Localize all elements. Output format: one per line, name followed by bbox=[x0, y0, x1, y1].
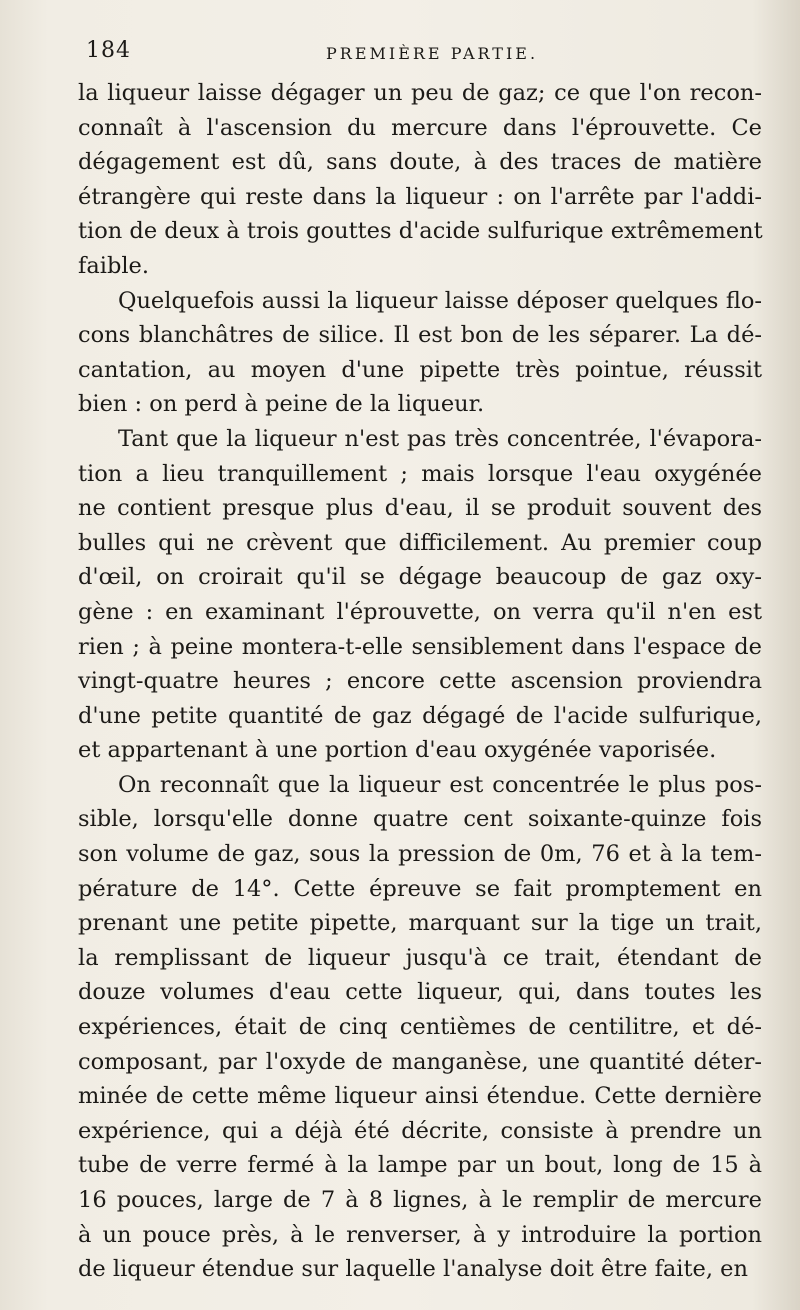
text-line: tion de deux à trois gouttes d'acide sulfurique extrêmement bbox=[78, 218, 763, 245]
text-line: de liqueur étendue sur laquelle l'analyse doit être faite, en bbox=[78, 1256, 748, 1283]
text-line: bien : on perd à peine de la liqueur. bbox=[78, 391, 485, 418]
text-line: son volume de gaz, sous la pression de 0m, 76 et à la tem- bbox=[78, 841, 762, 868]
text-line: et appartenant à une portion d'eau oxygénée vaporisée. bbox=[78, 737, 717, 764]
text-line: On reconnaît que la liqueur est concentrée le plus pos- bbox=[118, 771, 762, 798]
text-line: à un pouce près, à le renverser, à y introduire la portion bbox=[78, 1221, 762, 1248]
text-line: étrangère qui reste dans la liqueur : on l'arrête par l'addi- bbox=[78, 183, 762, 210]
text-line: composant, par l'oxyde de manganèse, une quantité déter- bbox=[78, 1048, 762, 1075]
text-line: la liqueur laisse dégager un peu de gaz; ce que l'on recon- bbox=[78, 80, 762, 106]
text-line: ne contient presque plus d'eau, il se produit souvent des bbox=[78, 495, 762, 522]
text-line: la remplissant de liqueur jusqu'à ce trait, étendant de bbox=[78, 944, 762, 971]
text-line: expérience, qui a déjà été décrite, consiste à prendre un bbox=[78, 1117, 762, 1144]
text-line: sible, lorsqu'elle donne quatre cent soixante-quinze fois bbox=[78, 806, 762, 833]
text-line: Quelquefois aussi la liqueur laisse déposer quelques flo- bbox=[118, 287, 762, 314]
running-head: PREMIÈRE PARTIE. bbox=[326, 44, 539, 63]
text-line: 16 pouces, large de 7 à 8 lignes, à le remplir de mercure bbox=[78, 1187, 762, 1213]
text-line: cons blanchâtres de silice. Il est bon de les séparer. La dé- bbox=[78, 322, 762, 349]
text-line: vingt-quatre heures ; encore cette ascension proviendra bbox=[78, 668, 762, 695]
body-text bbox=[78, 76, 762, 1287]
text-line: cantation, au moyen d'une pipette très pointue, réussit bbox=[78, 356, 762, 383]
text-line: bulles qui ne crèvent que difficilement. Au premier coup bbox=[78, 529, 762, 556]
text-line: expériences, était de cinq centièmes de centilitre, et dé- bbox=[78, 1014, 762, 1041]
text-line: tube de verre fermé à la lampe par un bout, long de 15 à bbox=[78, 1152, 762, 1179]
paragraph bbox=[78, 284, 762, 422]
page-number: 184 bbox=[86, 38, 131, 63]
text-line: dégagement est dû, sans doute, à des traces de matière bbox=[78, 149, 762, 176]
paragraph bbox=[78, 768, 762, 1287]
text-line: douze volumes d'eau cette liqueur, qui, dans toutes les bbox=[78, 979, 762, 1006]
text-line: prenant une petite pipette, marquant sur la tige un trait, bbox=[78, 910, 762, 937]
paragraph bbox=[78, 76, 762, 284]
text-line: Tant que la liqueur n'est pas très concentrée, l'évapora- bbox=[118, 425, 762, 452]
text-line: pérature de 14°. Cette épreuve se fait promptement en bbox=[78, 875, 762, 902]
text-line: faible. bbox=[78, 252, 150, 279]
page-header bbox=[86, 38, 760, 66]
text-line: rien ; à peine montera-t-elle sensiblement dans l'espace de bbox=[78, 633, 762, 660]
text-line: connaît à l'ascension du mercure dans l'éprouvette. Ce bbox=[78, 114, 762, 141]
text-line: d'œil, on croirait qu'il se dégage beaucoup de gaz oxy- bbox=[78, 564, 762, 591]
text-line: tion a lieu tranquillement ; mais lorsque l'eau oxygénée bbox=[78, 460, 762, 487]
text-line: d'une petite quantité de gaz dégagé de l'acide sulfurique, bbox=[78, 702, 762, 729]
text-line: minée de cette même liqueur ainsi étendue. Cette dernière bbox=[78, 1083, 762, 1110]
text-line: gène : en examinant l'éprouvette, on verra qu'il n'en est bbox=[78, 598, 762, 625]
paragraph bbox=[78, 422, 762, 768]
